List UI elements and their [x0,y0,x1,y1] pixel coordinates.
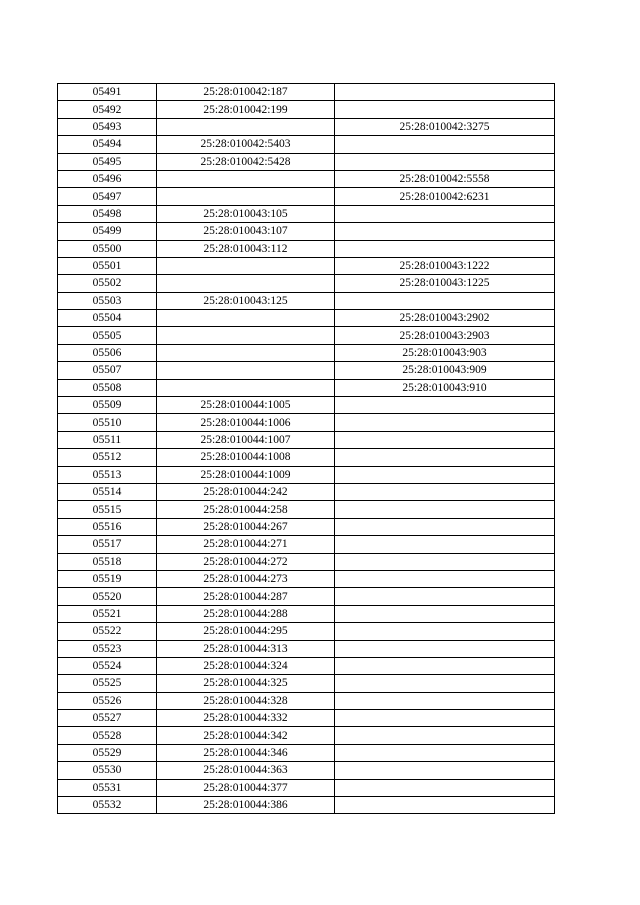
cadastral-number-cell [157,170,335,187]
table-row [58,136,555,153]
row-number-cell: 05528 [58,727,157,744]
row-number-cell: 05492 [58,101,157,118]
cadastral-number-cell: 25:28:010044:258 [157,501,335,518]
row-number-cell: 05501 [58,257,157,274]
cadastral-number-alt-cell [335,710,555,727]
cadastral-number-alt-cell: 25:28:010043:2903 [335,327,555,344]
cadastral-number-alt-cell [335,136,555,153]
row-number-cell: 05500 [58,240,157,257]
cadastral-number-cell: 25:28:010044:342 [157,727,335,744]
row-number-cell: 05523 [58,640,157,657]
row-number-cell: 05530 [58,762,157,779]
table-row [58,744,555,761]
row-number-cell: 05515 [58,501,157,518]
row-number-cell: 05516 [58,518,157,535]
cadastral-number-alt-cell [335,84,555,101]
row-number-cell: 05508 [58,379,157,396]
cadastral-number-cell [157,327,335,344]
table-row [58,518,555,535]
cadastral-number-cell: 25:28:010044:295 [157,623,335,640]
row-number-cell: 05496 [58,170,157,187]
table-row [58,675,555,692]
table-row [58,170,555,187]
cadastral-number-alt-cell [335,675,555,692]
cadastral-number-alt-cell [335,483,555,500]
table-row [58,101,555,118]
cadastral-number-cell: 25:28:010044:287 [157,588,335,605]
cadastral-number-cell: 25:28:010044:332 [157,710,335,727]
cadastral-number-alt-cell [335,657,555,674]
cadastral-number-alt-cell [335,397,555,414]
cadastral-number-cell: 25:28:010042:199 [157,101,335,118]
row-number-cell: 05498 [58,205,157,222]
row-number-cell: 05522 [58,623,157,640]
table-row [58,431,555,448]
cadastral-number-cell: 25:28:010044:328 [157,692,335,709]
table-row [58,84,555,101]
cadastral-number-cell: 25:28:010044:1009 [157,466,335,483]
cadastral-number-cell: 25:28:010044:377 [157,779,335,796]
row-number-cell: 05531 [58,779,157,796]
cadastral-number-cell: 25:28:010044:325 [157,675,335,692]
cadastral-number-alt-cell: 25:28:010043:1222 [335,257,555,274]
table-row [58,223,555,240]
cadastral-number-alt-cell: 25:28:010043:1225 [335,275,555,292]
cadastral-number-alt-cell [335,744,555,761]
row-number-cell: 05502 [58,275,157,292]
row-number-cell: 05493 [58,118,157,135]
cadastral-number-cell: 25:28:010044:1006 [157,414,335,431]
cadastral-number-cell: 25:28:010044:1008 [157,449,335,466]
cadastral-number-alt-cell [335,240,555,257]
table-row [58,588,555,605]
cadastral-number-cell: 25:28:010044:242 [157,483,335,500]
table-body [58,84,555,814]
table-row [58,762,555,779]
table-row [58,310,555,327]
table-row [58,362,555,379]
table-row [58,449,555,466]
cadastral-number-cell: 25:28:010043:105 [157,205,335,222]
cadastral-number-cell: 25:28:010044:346 [157,744,335,761]
cadastral-number-alt-cell [335,223,555,240]
cadastral-number-alt-cell [335,414,555,431]
cadastral-number-alt-cell [335,536,555,553]
row-number-cell: 05509 [58,397,157,414]
table-row [58,379,555,396]
cadastral-number-alt-cell [335,501,555,518]
cadastral-number-alt-cell: 25:28:010043:2902 [335,310,555,327]
cadastral-number-alt-cell [335,553,555,570]
cadastral-number-cell: 25:28:010044:271 [157,536,335,553]
cadastral-number-cell: 25:28:010044:272 [157,553,335,570]
table-row [58,692,555,709]
cadastral-number-cell [157,362,335,379]
cadastral-number-alt-cell [335,466,555,483]
cadastral-number-alt-cell [335,762,555,779]
table-row [58,501,555,518]
cadastral-number-alt-cell: 25:28:010042:3275 [335,118,555,135]
cadastral-number-cell: 25:28:010042:5403 [157,136,335,153]
table-row [58,327,555,344]
row-number-cell: 05491 [58,84,157,101]
row-number-cell: 05532 [58,797,157,814]
cadastral-number-cell: 25:28:010043:107 [157,223,335,240]
cadastral-number-cell: 25:28:010044:363 [157,762,335,779]
row-number-cell: 05507 [58,362,157,379]
cadastral-number-alt-cell [335,605,555,622]
cadastral-number-cell: 25:28:010043:112 [157,240,335,257]
cadastral-number-alt-cell [335,292,555,309]
row-number-cell: 05529 [58,744,157,761]
table-row [58,414,555,431]
cadastral-number-alt-cell [335,153,555,170]
cadastral-number-cell: 25:28:010042:187 [157,84,335,101]
cadastral-number-cell: 25:28:010043:125 [157,292,335,309]
cadastral-number-alt-cell [335,518,555,535]
table-row [58,570,555,587]
cadastral-number-alt-cell [335,205,555,222]
row-number-cell: 05525 [58,675,157,692]
row-number-cell: 05494 [58,136,157,153]
cadastral-number-alt-cell [335,101,555,118]
row-number-cell: 05512 [58,449,157,466]
row-number-cell: 05520 [58,588,157,605]
cadastral-number-cell [157,275,335,292]
row-number-cell: 05495 [58,153,157,170]
row-number-cell: 05503 [58,292,157,309]
row-number-cell: 05526 [58,692,157,709]
table-row [58,727,555,744]
cadastral-number-alt-cell: 25:28:010043:910 [335,379,555,396]
row-number-cell: 05514 [58,483,157,500]
table-row [58,240,555,257]
cadastral-number-alt-cell [335,727,555,744]
row-number-cell: 05517 [58,536,157,553]
row-number-cell: 05506 [58,344,157,361]
cadastral-number-alt-cell [335,779,555,796]
table-row [58,257,555,274]
table-row [58,205,555,222]
cadastral-number-alt-cell [335,623,555,640]
cadastral-number-cell: 25:28:010044:273 [157,570,335,587]
row-number-cell: 05505 [58,327,157,344]
table-row [58,483,555,500]
table-row [58,292,555,309]
cadastral-number-cell: 25:28:010042:5428 [157,153,335,170]
row-number-cell: 05518 [58,553,157,570]
row-number-cell: 05513 [58,466,157,483]
table-row [58,710,555,727]
cadastral-number-cell: 25:28:010044:288 [157,605,335,622]
row-number-cell: 05524 [58,657,157,674]
cadastral-number-alt-cell [335,570,555,587]
cadastral-table [57,83,555,814]
cadastral-number-cell [157,310,335,327]
cadastral-number-alt-cell [335,640,555,657]
cadastral-number-alt-cell: 25:28:010042:5558 [335,170,555,187]
table-row [58,640,555,657]
cadastral-number-cell: 25:28:010044:324 [157,657,335,674]
table-row [58,605,555,622]
cadastral-number-cell: 25:28:010044:1007 [157,431,335,448]
table-row [58,623,555,640]
cadastral-number-alt-cell: 25:28:010043:909 [335,362,555,379]
cadastral-number-alt-cell [335,449,555,466]
table-row [58,553,555,570]
table-row [58,466,555,483]
table-row [58,118,555,135]
cadastral-number-cell: 25:28:010044:267 [157,518,335,535]
row-number-cell: 05497 [58,188,157,205]
cadastral-number-cell [157,188,335,205]
table-row [58,153,555,170]
cadastral-number-alt-cell [335,431,555,448]
cadastral-number-alt-cell: 25:28:010042:6231 [335,188,555,205]
cadastral-number-cell [157,118,335,135]
cadastral-number-cell [157,344,335,361]
cadastral-number-cell [157,379,335,396]
row-number-cell: 05519 [58,570,157,587]
cadastral-number-cell: 25:28:010044:313 [157,640,335,657]
cadastral-number-alt-cell [335,797,555,814]
cadastral-number-alt-cell: 25:28:010043:903 [335,344,555,361]
cadastral-number-alt-cell [335,588,555,605]
table-row [58,397,555,414]
cadastral-number-cell: 25:28:010044:386 [157,797,335,814]
table-row [58,275,555,292]
row-number-cell: 05504 [58,310,157,327]
row-number-cell: 05511 [58,431,157,448]
table-row [58,797,555,814]
table-row [58,657,555,674]
cadastral-number-cell: 25:28:010044:1005 [157,397,335,414]
table-row [58,536,555,553]
row-number-cell: 05510 [58,414,157,431]
table-row [58,779,555,796]
table-row [58,344,555,361]
row-number-cell: 05499 [58,223,157,240]
cadastral-number-alt-cell [335,692,555,709]
table-row [58,188,555,205]
row-number-cell: 05521 [58,605,157,622]
cadastral-number-cell [157,257,335,274]
row-number-cell: 05527 [58,710,157,727]
